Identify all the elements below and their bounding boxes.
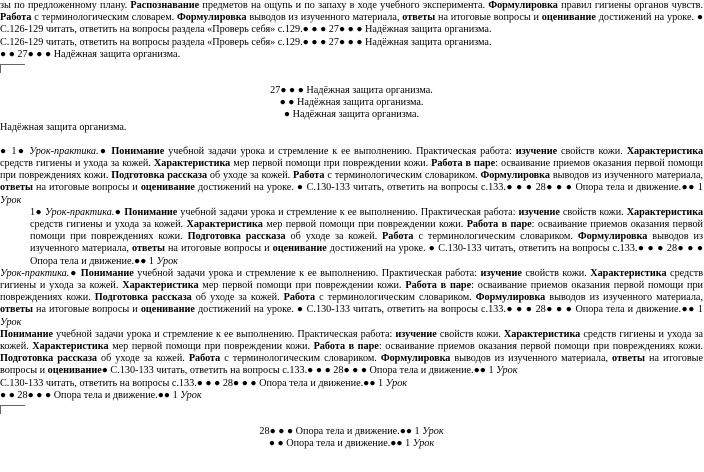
lesson-type: Урок-практика. (42, 206, 115, 218)
lesson-paragraph (0, 146, 704, 207)
bold-term: ответы (612, 353, 645, 365)
table-cell-border (0, 405, 25, 414)
text-run: на итоговые вопросы и (435, 12, 542, 24)
text-run: свойств кожи. (559, 206, 624, 218)
centered-line (0, 426, 704, 438)
bold-term: Формулировка (177, 12, 247, 24)
bold-term: Формулировка (380, 353, 451, 365)
lesson-type: Урок (177, 389, 202, 401)
bold-term: ответы (402, 12, 436, 24)
bold-term: Работа в паре (405, 280, 472, 292)
bold-term: Формулировка (480, 170, 550, 182)
bold-term: оценивание (140, 304, 195, 316)
bold-term: Подготовка рассказа (94, 292, 192, 304)
bold-term: Работа в паре (466, 219, 532, 231)
text-run: об уходе за кожей. (97, 353, 189, 365)
lesson-paragraph (0, 207, 704, 268)
bold-term: Характеристика (503, 328, 581, 340)
bold-term: оценивание (140, 182, 195, 194)
text-run: мер первой помощи при повреждении кожи. (230, 158, 432, 170)
bold-term: Подготовка рассказа (187, 231, 286, 243)
text-run: мер первой помощи при повреждении кожи. (262, 219, 467, 231)
text-run: с терминологическим словариком. (324, 170, 478, 182)
text-run: об уходе за кожей. (191, 292, 284, 304)
text-run: учебной задачи урока и стремление к ее выполнению. Практическая работа: (177, 206, 519, 218)
text-run: мер первой помощи при повреждении кожи. (198, 280, 406, 292)
bold-term: Характеристика (626, 145, 704, 157)
bold-term: Понимание (0, 328, 53, 340)
centered-line: ● Надёжная защита организма. (283, 109, 420, 121)
text-run: ● 1 (163, 389, 178, 401)
text-run: : осваивание приемов оказания первой помощи при повреждениях кожи. (0, 158, 704, 182)
bold-term: оценивание (47, 365, 102, 377)
text-run: ● 1 (369, 377, 384, 389)
lesson-type: Урок (0, 194, 22, 206)
text-run: с терминологическим словариком. (315, 292, 472, 304)
text-run: ● 1 (405, 426, 420, 438)
bold-term: ответы (0, 182, 33, 194)
bold-term: Формулировка (475, 292, 546, 304)
text-run: достижений на уроке. ● С.130-133 читать, ответить на вопросы с.133.● ● ● 28● ● ● Опора тела и движение. (194, 182, 682, 194)
text-run: средств гигиены и ухода за кожей. (30, 219, 187, 231)
text-run: выводов из изученного материала, (550, 170, 704, 182)
bold-term: ответы (0, 304, 33, 316)
bold-term: Формулировка (577, 231, 648, 243)
bold-term: оценивание (541, 12, 596, 24)
bold-term: Понимание (80, 267, 134, 279)
text-run: свойств кожи. (521, 267, 587, 279)
text-run: на итоговые вопросы и (0, 353, 704, 377)
text-run: об уходе за кожей. (285, 231, 383, 243)
text-run: достижений на уроке. ● С.130-133 читать, ответить на вопросы с.133.● ● ● 28● ● ● Опора тела и движение. (30, 243, 704, 267)
text-run: средств гигиены и ухода за кожей. (0, 158, 154, 170)
bold-term: изучение (515, 145, 558, 157)
bold-term: Работа (283, 292, 316, 304)
text-run: мер первой помощи при повреждении кожи. (108, 341, 314, 353)
bold-term: изучение (518, 206, 560, 218)
text-run: на итоговые вопросы и (32, 182, 141, 194)
bold-term: Характеристика (122, 280, 199, 292)
bold-term: Понимание (111, 145, 165, 157)
text-run: ● 1 (140, 255, 154, 267)
text-run: : осваивание приемов оказания первой помощи при повреждениях кожи. (378, 341, 703, 353)
bullet: ● (363, 377, 370, 389)
text-run: ● 1 (688, 304, 704, 316)
text-run: : осваивание приемов оказания первой помощи при повреждениях кожи. (30, 219, 704, 243)
bold-term: изучение (480, 267, 522, 279)
text-run: на итоговые вопросы и (164, 243, 273, 255)
lesson-line (0, 378, 704, 390)
bullet: ● (16, 145, 26, 157)
centered-line: 27● ● ● Надёжная защита организма. (270, 85, 433, 97)
text-run: выводов из изученного материала, (246, 12, 403, 24)
text-run: ● ● Опора тела и движение. (268, 438, 391, 450)
lesson-paragraph (0, 268, 704, 329)
bullet: ● (390, 438, 397, 450)
text-run: свойств кожи. (436, 328, 501, 340)
spacer (0, 73, 704, 85)
bullet: ● (98, 145, 108, 157)
bold-term: Характеристика (626, 206, 704, 218)
lesson-type: Урок (410, 438, 435, 450)
text-run: на итоговые вопросы и (32, 304, 141, 316)
bold-term: Подготовка рассказа (0, 353, 98, 365)
lesson-type: Урок (419, 426, 444, 438)
spacer (0, 134, 704, 146)
text-run: выводов из изученного материала, (545, 292, 704, 304)
bullet: ● (399, 426, 406, 438)
text-run: ● С.130-133 читать, ответить на вопросы с.133.● ● ● 28● ● ● Опора тела и движение. (101, 365, 474, 377)
bullet: ● (69, 267, 78, 279)
text-run: с терминологическим словарем. (31, 12, 177, 24)
bold-term: Работа в паре (431, 158, 496, 170)
lesson-type: Урок (493, 365, 518, 377)
bold-term: Формулировка (488, 0, 558, 11)
bold-term: Характеристика (153, 158, 231, 170)
lesson-paragraph (0, 329, 704, 378)
lesson-type: Урок-практика. (0, 267, 70, 279)
text-run: средств гигиены и ухода за кожей. (0, 267, 704, 292)
bold-term: оценивание (272, 243, 327, 255)
bold-term: Работа (0, 12, 32, 24)
text-run: выводов из изученного материала, (450, 353, 613, 365)
bullet: ● (134, 255, 141, 267)
text-run: ● 1 (479, 365, 494, 377)
bullet: ● (35, 206, 43, 218)
centered-line: ● ● Надёжная защита организма. (279, 97, 424, 109)
text-run: зы по предложенному плану. (0, 0, 131, 11)
text-run: 28● ● ● Опора тела и движение. (259, 426, 400, 438)
text-run: 1 (30, 206, 36, 218)
paragraph-1 (0, 0, 704, 37)
bullet: ● (681, 182, 689, 194)
text-run: учебной задачи урока и стремление к ее выполнению. Практическая работа: (52, 328, 396, 340)
bold-term: Работа (188, 353, 221, 365)
text-run: об уходе за кожей. (207, 170, 294, 182)
text-run: : осваивание приемов оказания первой помощи при повреждениях кожи. (0, 280, 703, 304)
left-line: Надёжная защита организма. (0, 121, 127, 133)
spacer (0, 414, 704, 426)
text-run: с терминологическим словариком. (413, 231, 573, 243)
bold-term: Работа (382, 231, 414, 243)
text-run: учебной задачи урока и стремление к ее выполнению. Практическая работа: (133, 267, 481, 279)
bold-term: Работа в паре (313, 341, 379, 353)
bold-term: Характеристика (590, 267, 667, 279)
bullet: ● (473, 365, 480, 377)
text-run: выводов из изученного материала, (30, 231, 703, 255)
centered-line (0, 438, 704, 450)
bold-term: Работа (293, 170, 325, 182)
text-run: свойств кожи. (557, 145, 623, 157)
bold-term: Характеристика (32, 341, 109, 353)
bullet: ● (157, 389, 164, 401)
lesson-line (0, 390, 704, 402)
lesson-type: Урок-практика. (25, 145, 99, 157)
text-run: ● 1 (0, 145, 17, 157)
text-run: достижений на уроке. ● С.130-133 читать, ответить на вопросы с.133.● ● ● 28● ● ● Опора тела и движение. (194, 304, 682, 316)
text-run: достижений на уроке. ● С.126-129 читать, ответить на вопросы раздела «Проверь себя» с.129.● ● ● 27● ● ● Надёжная защита организма. (0, 12, 704, 36)
bold-term: изучение (395, 328, 437, 340)
bold-term: ответы (132, 243, 165, 255)
text-run: ● ● 28● ● ● Опора тела и движение. (0, 389, 158, 401)
bold-term: Подготовка рассказа (111, 170, 208, 182)
paragraph-2: С.126-129 читать, ответить на вопросы раздела «Проверь себя» с.129.● ● ● 27● ● ● Надёжная защита организма. (0, 36, 492, 48)
table-cell-border (0, 64, 25, 73)
text-run: ● 1 (396, 438, 411, 450)
bold-term: Распознавание (130, 0, 200, 11)
bold-term: Характеристика (186, 219, 263, 231)
text-run: предметов на ощупь и по запаху в ходе учебного эксперимента. (199, 0, 489, 11)
text-run: учебной задачи урока и стремление к ее выполнению. Практическая работа: (164, 145, 516, 157)
lesson-type: Урок (383, 377, 408, 389)
bold-term: Понимание (124, 206, 178, 218)
bullet: ● (114, 206, 122, 218)
text-run: средств гигиены и ухода за кожей. (0, 328, 703, 353)
lesson-type: Урок (154, 255, 178, 267)
bullet: ● (681, 304, 689, 316)
text-run: правил гигиены органов чувств. (557, 0, 703, 11)
paragraph-3: ● ● 27● ● ● Надёжная защита организма. (0, 48, 181, 60)
text-run: ● 1 (688, 182, 704, 194)
text-run: С.130-133 читать, ответить на вопросы с.133.● ● ● 28● ● ● Опора тела и движение. (0, 377, 364, 389)
text-run: с терминологическим словариком. (220, 353, 377, 365)
lesson-type: Урок (0, 316, 22, 328)
